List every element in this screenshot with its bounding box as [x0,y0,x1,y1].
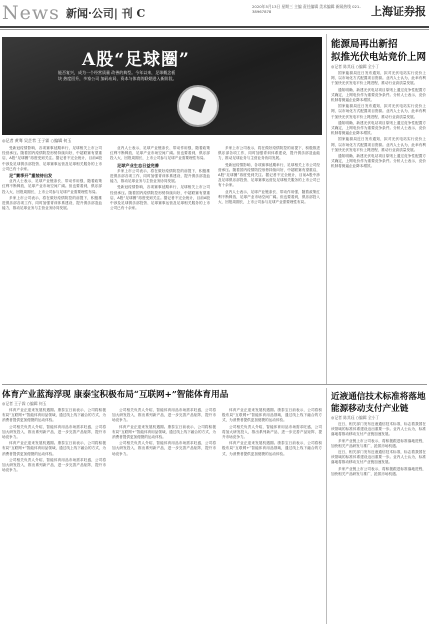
bl-para-2b: 公司相关负责人介绍，智能体育用品市场需求旺盛，公司将加大研发投入，推出系列新产品，进一步完善产品矩阵，提升市场竞争力。 [2,457,106,473]
page-number: | 刊 C [113,7,146,20]
main-para-2b: 业内人士表示，足球产业链条长、带动作用强，随着政策红利不断释放，足球产业市场空间广阔。但也要看到，俱乐部投入大、回报周期长，上市公司参与足球产业需要理性布局。 [110,146,210,161]
bl-para-2d: 公司相关负责人介绍，智能体育用品市场需求旺盛，公司将加大研发投入，推出系列新产品，进一步完善产品矩阵，提升市场竞争力。 [112,441,216,456]
bl-para-2: 公司相关负责人介绍，智能体育用品市场需求旺盛，公司将加大研发投入，推出系列新产品，进一步完善产品矩阵，提升市场竞争力。 [2,424,106,440]
br-para-1b: 近日，相关部门发布近液通信技术标准，标志着我国在该领域的标准体系建设迈出重要一步。业内人士认为，标准落地将推动移动支付产业链加速发展。 [331,450,426,465]
main-para-2c: 业内人士表示，足球产业链条长、带动作用强，随着政策红利不断释放，足球产业市场空间广阔。但也要看到，俱乐部投入大、回报周期长，上市公司参与足球产业需要理性布局。 [218,189,320,205]
br-para-2: 多家产业链上市公司表示，将积极跟进标准落地进程，加快相关产品研发与推广，抢抓市场机遇。 [331,438,426,448]
bottom-right-headline-2: 能源移动支付产业链 [331,404,409,414]
main-para-3: 多家上市公司表示，将在做好疫情防控的前提下，积极推进俱乐部各项工作，同时加强青训体系建设，提升俱乐部造血能力，推动足球业务与主营业务协同发展。 [2,195,102,211]
right-headline-2: 拟推光伏电站竞价上网 [331,52,427,63]
column-divider [326,34,327,384]
right-para-1: 国家能源局近日发布通知，拟对光伏电站实行竞价上网，以市场化方式配置项目资源。业内人士认为，此举有利于加快光伏发电平价上网进程，推动行业高质量发展。 [331,71,426,86]
soccer-ball-icon [177,85,219,127]
bl-para-1b: 体育产业正迎来发展机遇期。康泰宝日前表示，公司将积极布局“互联网+”智能体育用品领域，通过线上线下融合的方式，为消费者提供更加便捷的运动体验。 [2,441,106,456]
banner-title: A股“足球圈” [82,50,190,70]
main-article-col-3 [218,146,320,376]
br-para-2b: 多家产业链上市公司表示，将积极跟进标准落地进程，加快相关产品研发与推广，抢抓市场机遇。 [331,466,426,476]
bottom-right-byline: ◎记者 陈其珏 ○编辑 全小丁 [331,415,380,420]
br-para-1: 近日，相关部门发布近液通信技术标准，标志着我国在该领域的标准体系建设迈出重要一步。业内人士认为，标准落地将推动移动支付产业链加速发展。 [331,422,426,437]
right-article-body [331,71,426,381]
bl-para-1c: 体育产业正迎来发展机遇期。康泰宝日前表示，公司将积极布局“互联网+”智能体育用品领域，通过线上线下融合的方式，为消费者提供更加便捷的运动体验。 [112,424,216,440]
banner-lead: 能否复兴，成为一个经营质量 改善的典型。今年以来，足球概念板块 热度回升，多家公司 加码布局，资本与体育的联姻进入新阶段。 [58,70,177,81]
bl-para-1d: 体育产业正迎来发展机遇期。康泰宝日前表示，公司将积极布局“互联网+”智能体育用品领域，通过线上线下融合的方式，为消费者提供更加便捷的运动体验。 [222,408,322,423]
section-title [66,5,145,21]
bottom-right-headline-1: 近液通信技术标准将落地 [331,392,426,402]
right-para-2c: 通知明确，新建光伏电站项目原则上通过竞争性配置方式确定，上网电价作为重要竞争条件。分析人士表示，竞价机制将倒逼企业降本增效。 [331,154,426,169]
main-article-col-2 [110,146,210,376]
bl-para-1: 体育产业正迎来发展机遇期。康泰宝日前表示，公司将积极布局“互联网+”智能体育用品领域，通过线上线下融合的方式，为消费者提供更加便捷的运动体验。 [2,408,106,423]
bottom-left-col-3 [222,408,322,622]
main-byline: ◎记者 黄骞 吴芷苇 王子霖 ○编辑 何玉 [2,138,72,143]
main-para-3b: 多家上市公司表示，将在做好疫情防控的前提下，积极推进俱乐部各项工作，同时加强青训体系建设，提升俱乐部造血能力，推动足球业务与主营业务协同发展。 [110,168,210,184]
bl-para-1e: 体育产业正迎来发展机遇期。康泰宝日前表示，公司将积极布局“互联网+”智能体育用品领域，通过线上线下融合的方式，为消费者提供更加便捷的运动体验。 [222,441,322,456]
main-subhead-2: 足球产业生态日益完善 [117,162,159,168]
right-para-1c: 国家能源局近日发布通知，拟对光伏电站实行竞价上网，以市场化方式配置项目资源。业内人士认为，此举有利于加快光伏发电平价上网进程，推动行业高质量发展。 [331,137,426,152]
page-header [0,0,429,30]
main-para-3c: 多家上市公司表示，将在做好疫情防控的前提下，积极推进俱乐部各项工作，同时加强青训体系建设，提升俱乐部造血能力，推动足球业务与主营业务协同发展。 [218,146,320,161]
main-para-2: 业内人士表示，足球产业链条长、带动作用强，随着政策红利不断释放，足球产业市场空间广阔。但也要看到，俱乐部投入大、回报周期长，上市公司参与足球产业需要理性布局。 [2,179,102,194]
bl-para-2c: 公司相关负责人介绍，智能体育用品市场需求旺盛，公司将加大研发投入，推出系列新产品，进一步完善产品矩阵，提升市场竞争力。 [112,408,216,423]
main-para-1c: 受新冠疫情影响，各项赛事延期举行，足球相关上市公司经营承压。随着国内疫情防控形势持续向好，中超联赛有望重启，A股“足球圈”再度受到关注。据记者不完全统计，目前A股中涉及足球俱乐部投资、足球赛事运营及足球相关服务的上市公司已有十余家。 [218,162,320,188]
main-subhead-1: 足“赛季开”重装待出发 [9,173,53,179]
right-byline: ◎记者 陈其珏 ○编辑 全小丁 [331,64,380,69]
bottom-column-divider [326,388,327,624]
main-para-1: 受新冠疫情影响，各项赛事延期举行，足球相关上市公司经营承压。随着国内疫情防控形势持续向好，中超联赛有望重启，A股“足球圈”再度受到关注。据记者不完全统计，目前A股中涉及足球俱乐部投资、足球赛事运营及足球相关服务的上市公司已有十余家。 [2,146,102,171]
right-para-2b: 通知明确，新建光伏电站项目原则上通过竞争性配置方式确定，上网电价作为重要竞争条件。分析人士表示，竞价机制将倒逼企业降本增效。 [331,120,426,136]
main-para-1b: 受新冠疫情影响，各项赛事延期举行，足球相关上市公司经营承压。随着国内疫情防控形势持续向好，中超联赛有望重启，A股“足球圈”再度受到关注。据记者不完全统计，目前A股中涉及足球俱乐部投资、足球赛事运营及足球相关服务的上市公司已有十余家。 [110,185,210,211]
section-name: 新闻·公司 [66,7,114,20]
right-headline-1: 能源局再出新招 [331,39,398,50]
bottom-left-col-1 [2,408,106,622]
banner-image [2,37,322,135]
bottom-left-col-2 [112,408,216,622]
header-rule [0,26,429,28]
issue-meta: 2020年5月13日 星期三 主编 责任编辑 美术编辑 新闻热线 021-38967878 [252,4,361,14]
right-para-2: 通知明确，新建光伏电站项目原则上通过竞争性配置方式确定，上网电价作为重要竞争条件。分析人士表示，竞价机制将倒逼企业降本增效。 [331,87,426,103]
news-logo: News [2,2,60,24]
newspaper-brand: 上海证券报 [371,5,426,18]
section-divider [2,384,427,385]
main-article-col-1 [2,146,102,376]
bottom-left-byline: ◎记者 王子霖 ○编辑 何玉 [2,401,47,406]
right-para-1b: 国家能源局近日发布通知，拟对光伏电站实行竞价上网，以市场化方式配置项目资源。业内人士认为，此举有利于加快光伏发电平价上网进程，推动行业高质量发展。 [331,104,426,119]
bottom-right-body [331,422,426,622]
bottom-left-headline: 体育产业蓝海浮现 康泰宝积极布局“互联网+”智能体育用品 [2,390,229,400]
header-rule-thin [0,29,429,30]
bl-para-2e: 公司相关负责人介绍，智能体育用品市场需求旺盛，公司将加大研发投入，推出系列新产品，进一步完善产品矩阵，提升市场竞争力。 [222,424,322,440]
